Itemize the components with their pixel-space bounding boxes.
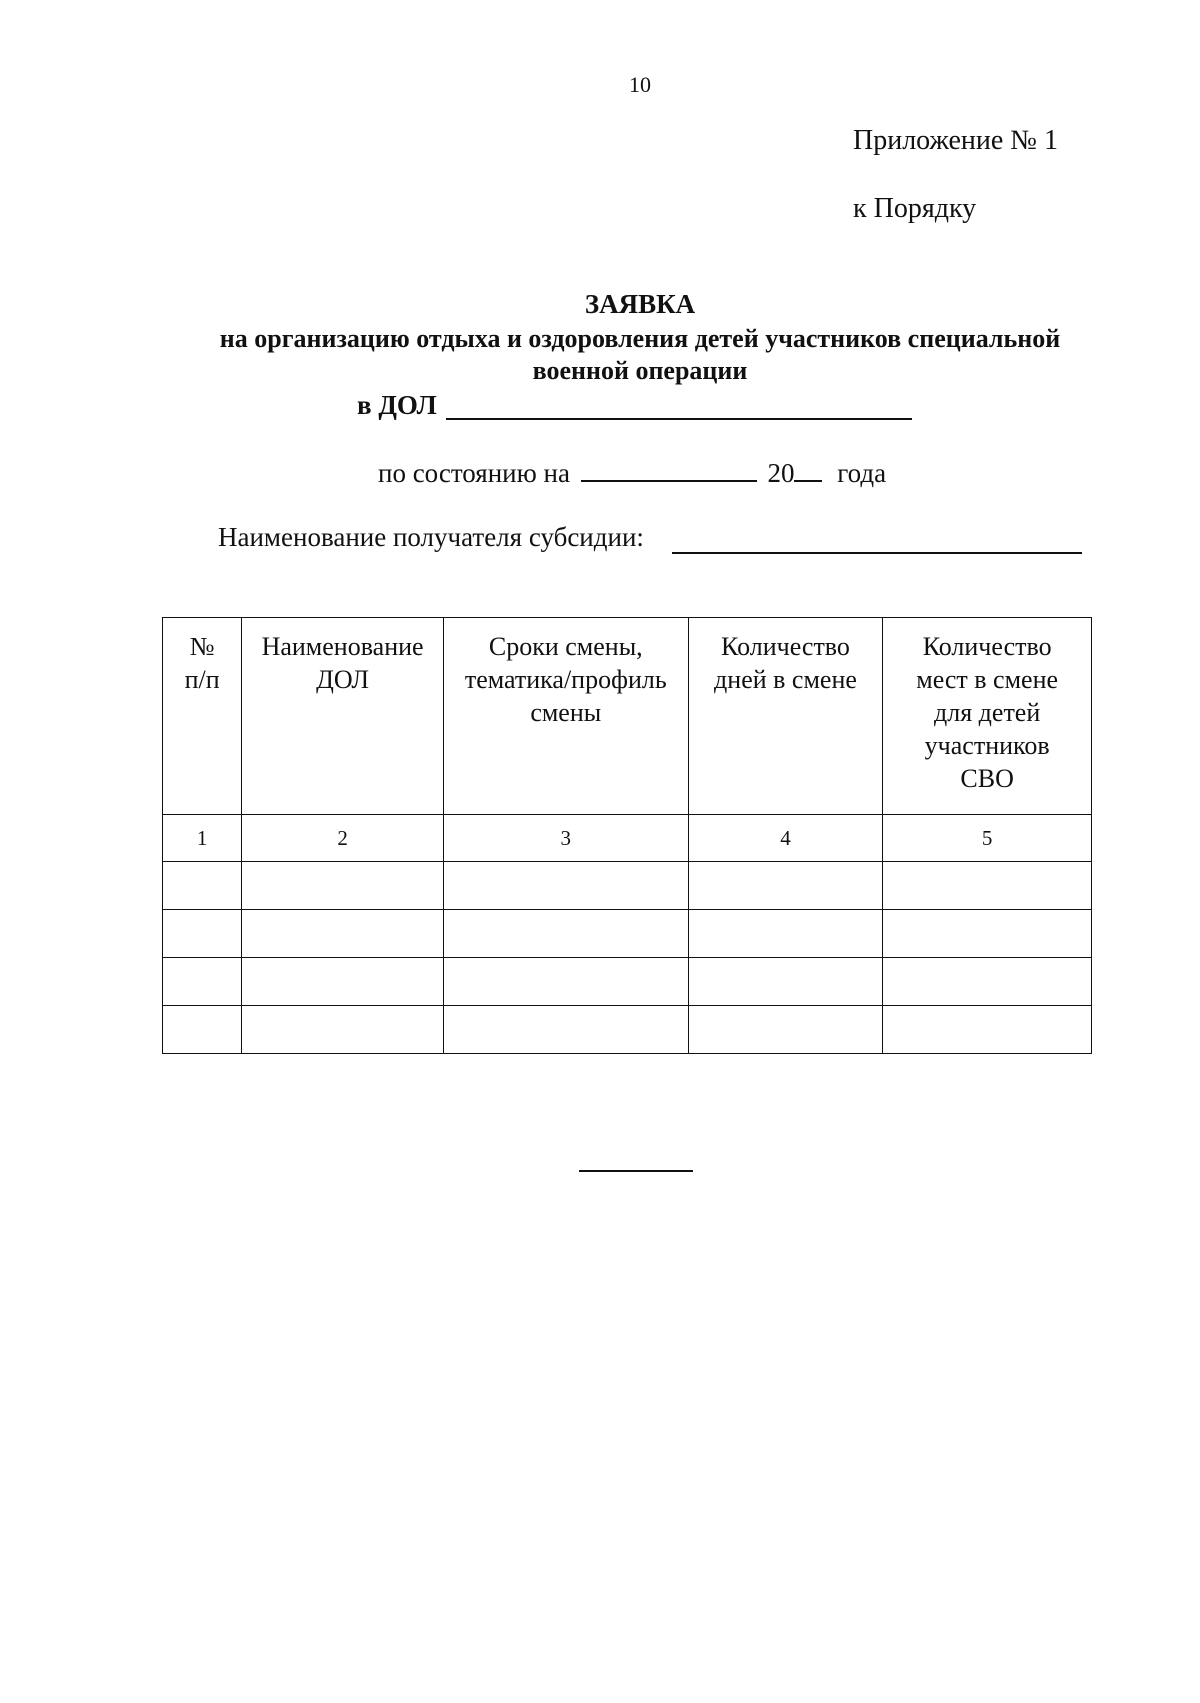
state-date-line <box>378 458 886 489</box>
table-cell[interactable] <box>688 910 883 958</box>
camp-name-blank[interactable] <box>446 418 912 420</box>
recipient-name-blank[interactable] <box>672 552 1082 554</box>
state-date-blank[interactable] <box>581 479 757 482</box>
table-cell[interactable] <box>688 1006 883 1054</box>
table-row <box>163 910 1092 958</box>
document-title: ЗАЯВКА <box>584 289 696 319</box>
table-cell[interactable] <box>242 958 444 1006</box>
column-header-line: участников <box>924 731 1050 760</box>
document-subtitle-line-1: на организацию отдыха и оздоровления детей участников специальной <box>219 324 1061 353</box>
column-number: 3 <box>443 815 688 862</box>
table-row <box>163 862 1092 910</box>
table-cell[interactable] <box>443 910 688 958</box>
column-number-row <box>163 815 1092 862</box>
column-header-line: Сроки смены, <box>488 632 643 661</box>
camp-line-label: в ДОЛ <box>357 390 437 420</box>
column-header-line: Количество <box>721 632 850 661</box>
column-header-line: ДОЛ <box>316 665 369 694</box>
state-year-suffix: года <box>837 458 887 488</box>
column-header-line: смены <box>530 698 602 727</box>
column-header-line: Количество <box>922 632 1052 661</box>
table-cell[interactable] <box>242 862 444 910</box>
table-cell[interactable] <box>242 1006 444 1054</box>
table-cell[interactable] <box>883 910 1092 958</box>
column-header-line: № <box>189 632 215 661</box>
recipient-line <box>218 522 644 553</box>
column-header-line: п/п <box>184 665 220 694</box>
state-year-prefix: 20 <box>767 458 795 488</box>
table-cell[interactable] <box>688 862 883 910</box>
column-number: 4 <box>688 815 883 862</box>
column-header-line: для детей <box>934 698 1041 727</box>
table-cell[interactable] <box>163 1006 242 1054</box>
state-year-blank[interactable] <box>794 479 822 482</box>
table-cell[interactable] <box>883 1006 1092 1054</box>
application-table <box>162 617 1092 1054</box>
page-number: 10 <box>629 72 651 97</box>
column-number: 2 <box>242 815 444 862</box>
table-cell[interactable] <box>163 958 242 1006</box>
table-cell[interactable] <box>163 862 242 910</box>
state-date-label: по состоянию на <box>378 458 570 488</box>
table-cell[interactable] <box>883 862 1092 910</box>
document-subtitle-line-2: военной операции <box>532 356 748 385</box>
table-cell[interactable] <box>688 958 883 1006</box>
column-header <box>688 618 883 815</box>
column-header-line: тематика/профиль <box>464 665 667 694</box>
recipient-label: Наименование получателя субсидии: <box>218 522 644 552</box>
appendix-label: Приложение № 1 <box>853 125 1058 156</box>
camp-line <box>357 390 437 421</box>
table-row <box>163 958 1092 1006</box>
column-header-line: дней в смене <box>714 665 857 694</box>
column-header <box>242 618 444 815</box>
column-header-line: СВО <box>960 764 1014 793</box>
table-cell[interactable] <box>242 910 444 958</box>
column-number: 5 <box>883 815 1092 862</box>
column-header-line: Наименование <box>261 632 424 661</box>
end-rule <box>579 1170 693 1172</box>
column-header <box>883 618 1092 815</box>
table-row <box>163 1006 1092 1054</box>
table-cell[interactable] <box>163 910 242 958</box>
application-table-body <box>163 618 1092 1054</box>
table-header-row <box>163 618 1092 815</box>
column-header <box>163 618 242 815</box>
column-header <box>443 618 688 815</box>
table-cell[interactable] <box>883 958 1092 1006</box>
table-cell[interactable] <box>443 1006 688 1054</box>
table-cell[interactable] <box>443 862 688 910</box>
table-cell[interactable] <box>443 958 688 1006</box>
appendix-reference: к Порядку <box>853 193 977 224</box>
column-number: 1 <box>163 815 242 862</box>
column-header-line: мест в смене <box>916 665 1059 694</box>
